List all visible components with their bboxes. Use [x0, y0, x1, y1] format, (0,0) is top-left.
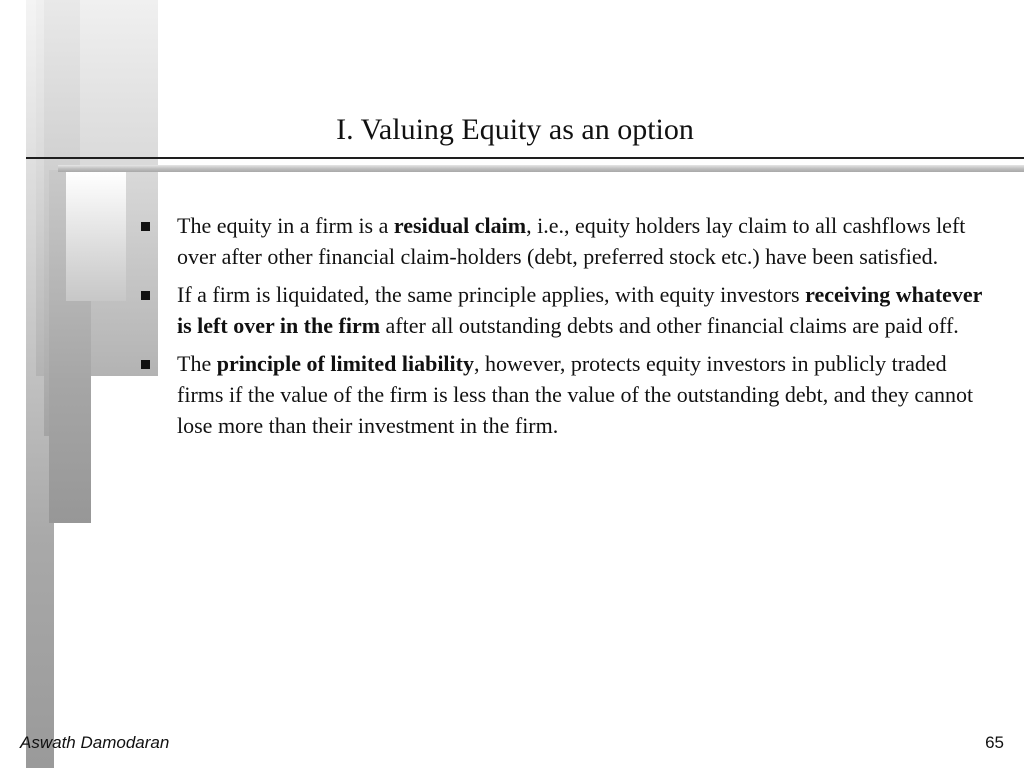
title-shadow-bar [58, 165, 1024, 172]
bullet-text: after all outstanding debts and other financial claims are paid off. [380, 313, 959, 338]
square-bullet-icon [141, 360, 150, 369]
bullet-text: , i.e., equity holders lay claim to all cashflows left over after other financial claim-holders (debt, preferred stock etc.) have been satisfied. [177, 213, 966, 269]
bullet-bold-text: principle of limited liability [216, 351, 474, 376]
bullet-bold-text: residual claim [393, 213, 527, 238]
square-bullet-icon [141, 222, 150, 231]
bullet-text: The [177, 351, 217, 376]
footer-author: Aswath Damodaran [20, 733, 170, 752]
bullet-item [138, 348, 998, 441]
bullet-text: If a firm is liquidated, the same principle applies, with equity investors [177, 282, 806, 307]
decorative-bar [66, 172, 126, 301]
slide-title: I. Valuing Equity as an option [336, 113, 694, 146]
bullet-item [138, 279, 998, 341]
bullet-bold-text: receiving whatever is left over in the firm [177, 282, 983, 338]
title-underline [26, 157, 1024, 159]
square-bullet-icon [141, 291, 150, 300]
bullet-text: The equity in a firm is a [177, 213, 394, 238]
bullet-list [138, 210, 998, 448]
bullet-item [138, 210, 998, 272]
bullet-text: , however, protects equity investors in publicly traded firms if the value of the firm is less than the value of the outstanding debt, and they cannot lose more than their investment in the firm. [177, 351, 974, 438]
page-number: 65 [985, 733, 1004, 752]
